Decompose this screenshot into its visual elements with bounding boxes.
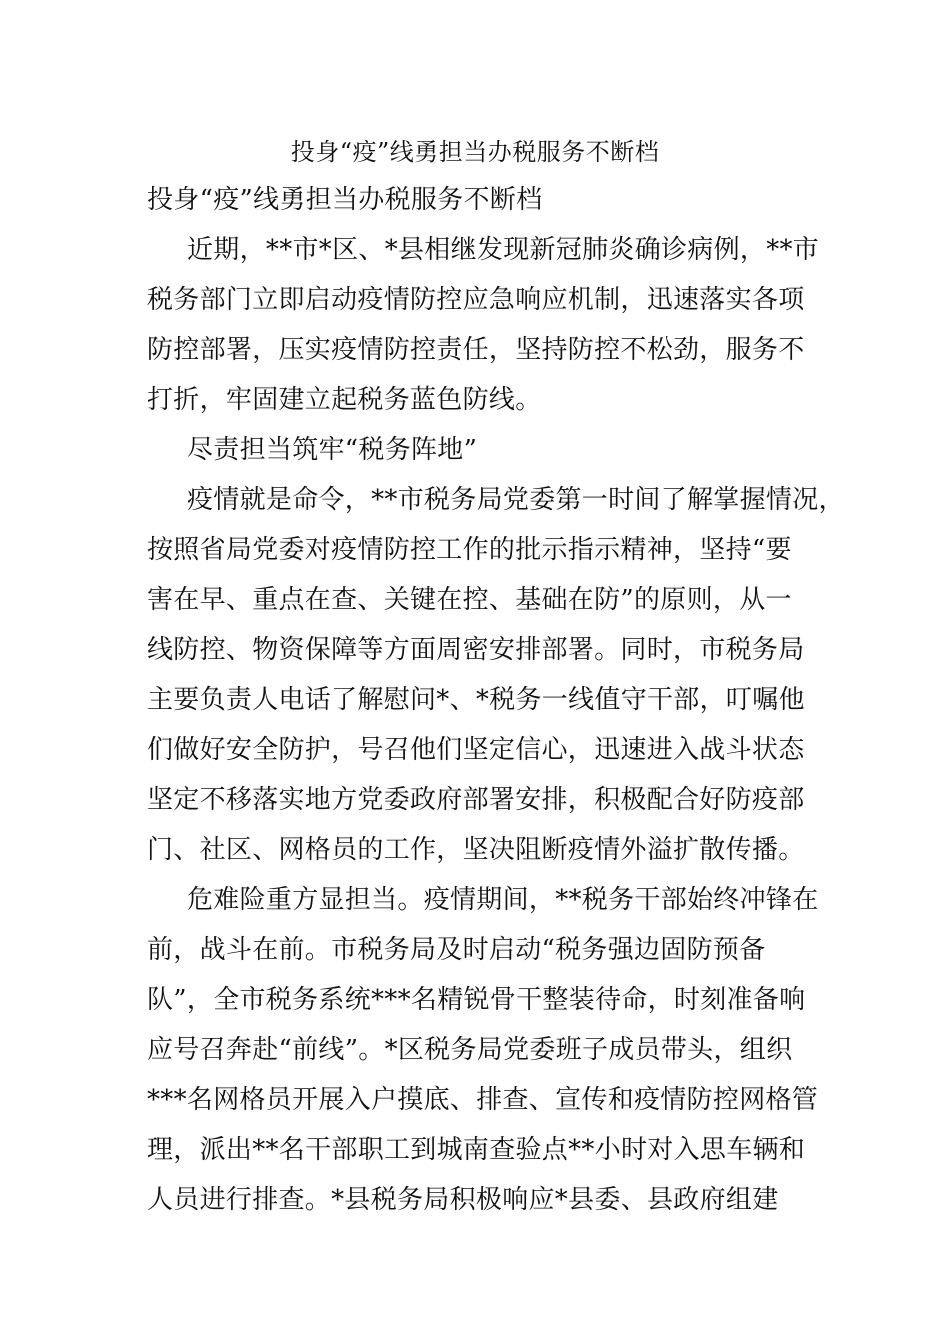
paragraph-line: 坚定不移落实地方党委政府部署安排，积极配合好防疫部 [147, 785, 805, 815]
paragraph-line: 理，派出**名干部职工到城南查验点**小时对入思车辆和 [147, 1135, 806, 1165]
paragraph-line: 们做好安全防护，号召他们坚定信心，迅速进入战斗状态 [147, 735, 805, 765]
paragraph-line: 应号召奔赴“前线”。*区税务局党委班子成员带头，组织 [147, 1035, 793, 1065]
paragraph-line: 防控部署，压实疫情防控责任，坚持防控不松劲，服务不 [147, 335, 805, 365]
paragraph-line: 门、社区、网格员的工作，坚决阻断疫情外溢扩散传播。 [147, 835, 805, 865]
paragraph-line: 线防控、物资保障等方面周密安排部署。同时，市税务局 [147, 635, 805, 665]
paragraph-line: 人员进行排查。*县税务局积极响应*县委、县政府组建 [147, 1185, 779, 1215]
paragraph-line: 队”，全市税务系统***名精锐骨干整装待命，时刻准备响 [147, 985, 806, 1015]
paragraph-line: 主要负责人电话了解慰问*、*税务一线值守干部，叮嘱他 [147, 685, 805, 715]
paragraph-line: ***名网格员开展入户摸底、排查、宣传和疫情防控网格管 [147, 1085, 819, 1115]
paragraph-line: 税务部门立即启动疫情防控应急响应机制，迅速落实各项 [147, 285, 805, 315]
paragraph-line: 前，战斗在前。市税务局及时启动“税务强边固防预备 [147, 935, 766, 965]
paragraph-line: 危难险重方显担当。疫情期间，**税务干部始终冲锋在 [187, 885, 819, 915]
document-title: 投身“疫”线勇担当办税服务不断档 [290, 138, 660, 166]
paragraph-line: 按照省局党委对疫情防控工作的批示指示精神，坚持“要 [147, 535, 792, 565]
section-heading: 尽责担当筑牢“税务阵地” [187, 435, 478, 465]
paragraph-line: 疫情就是命令，**市税务局党委第一时间了解掌握情况， [187, 485, 845, 515]
paragraph-line: 害在早、重点在查、关键在控、基础在防”的原则，从一 [147, 585, 792, 615]
paragraph-line: 打折，牢固建立起税务蓝色防线。 [147, 385, 542, 415]
paragraph-line: 近期，**市*区、*县相继发现新冠肺炎确诊病例，**市 [187, 235, 820, 265]
subtitle-line: 投身“疫”线勇担当办税服务不断档 [147, 185, 543, 215]
